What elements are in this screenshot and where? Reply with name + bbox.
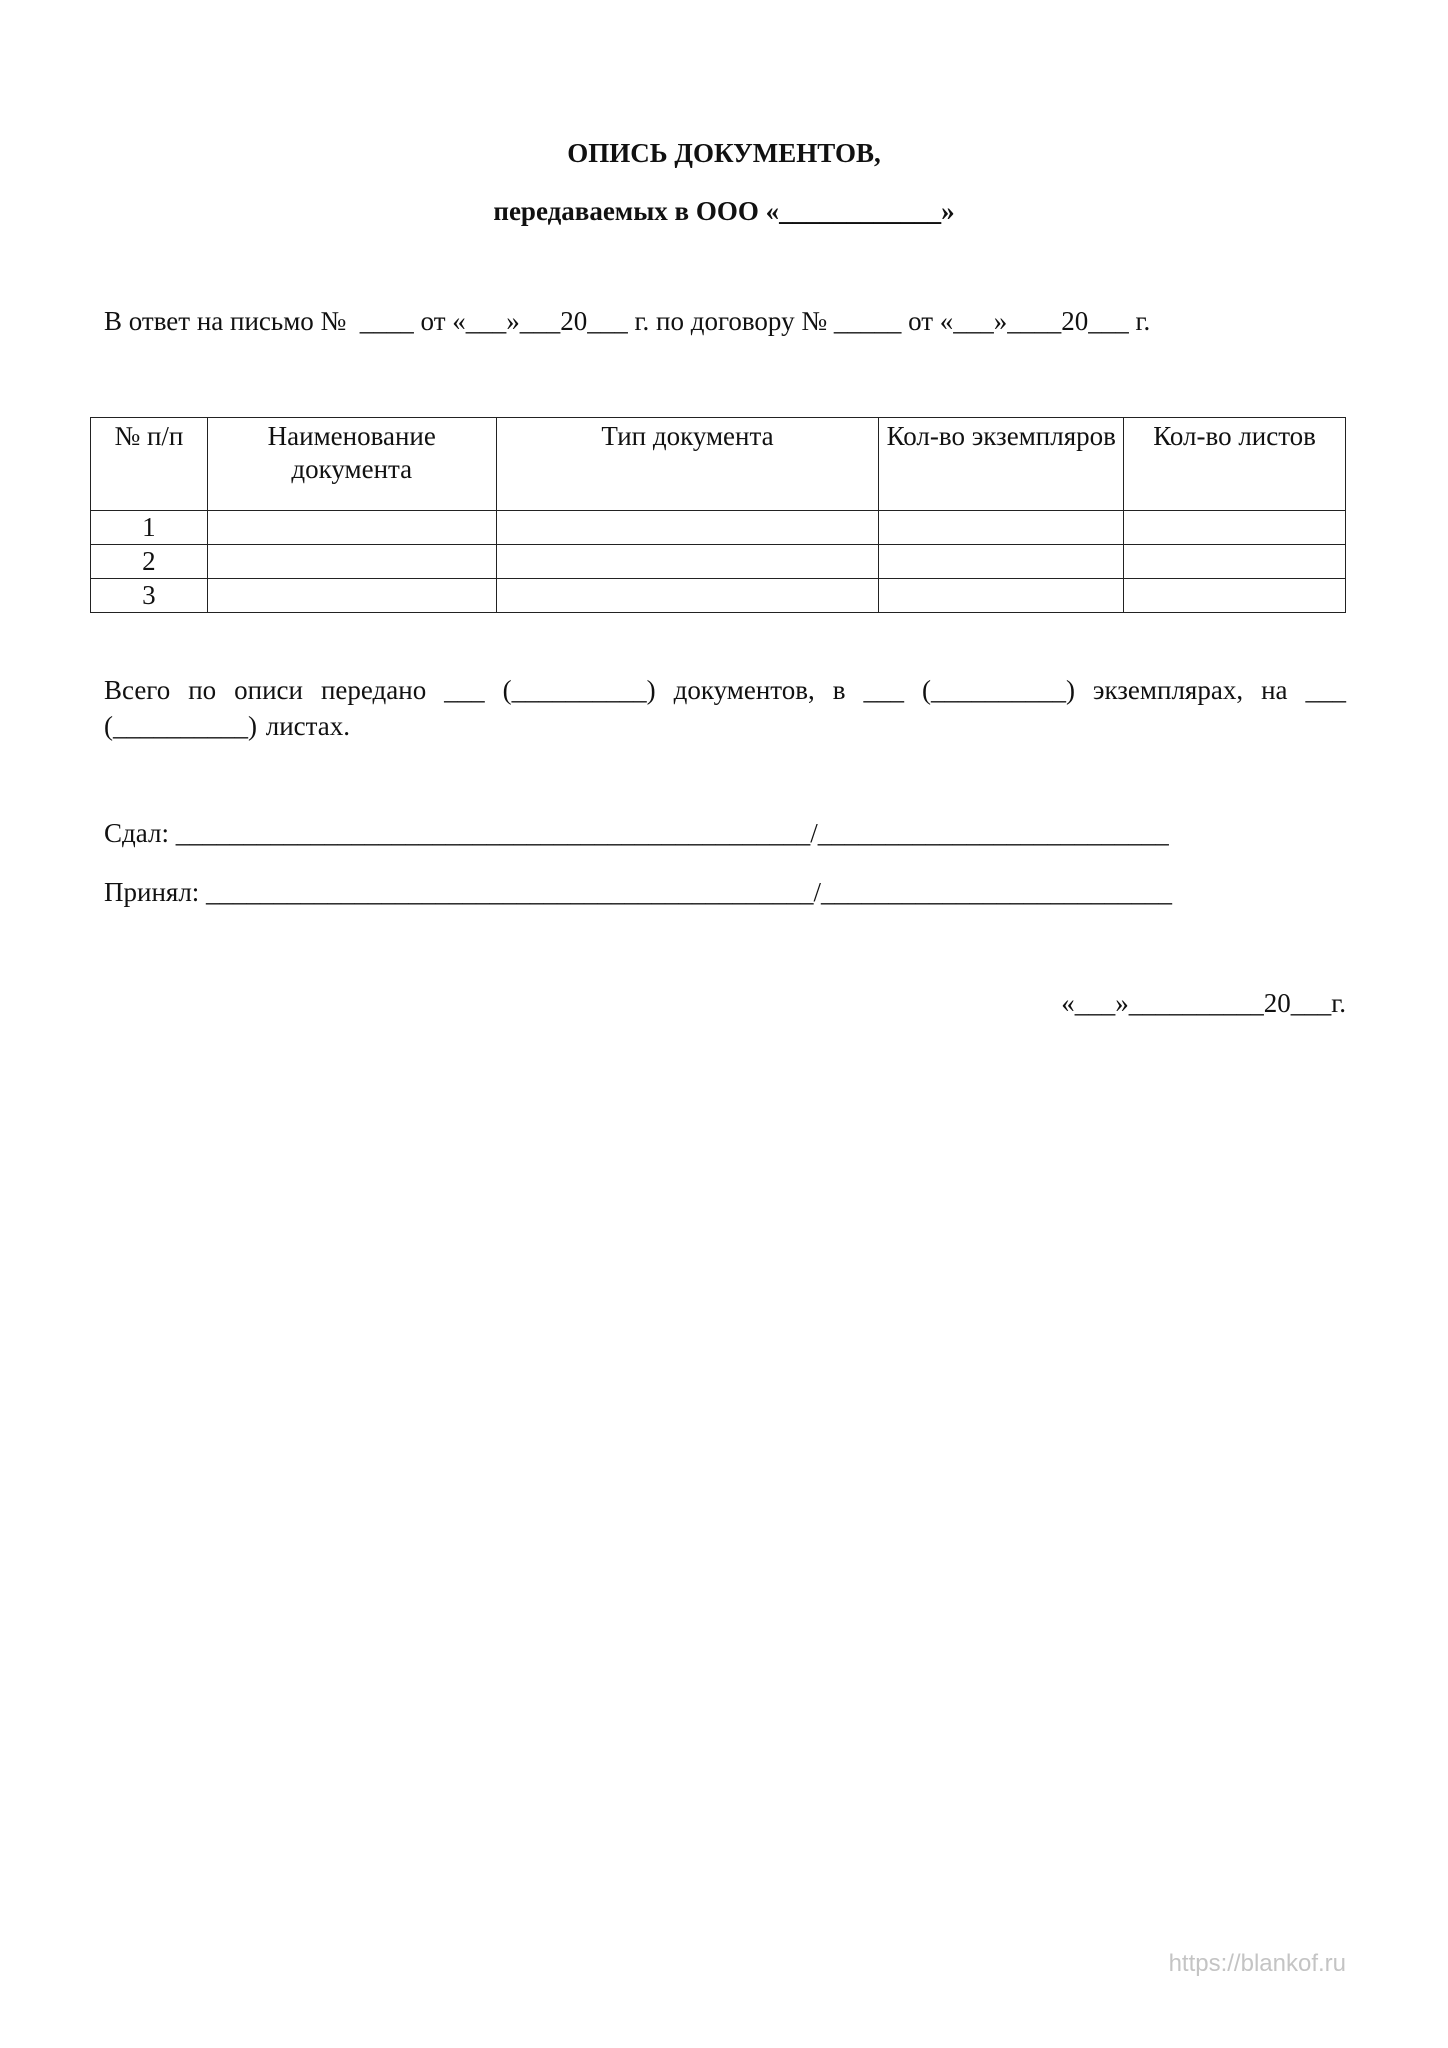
table-row xyxy=(91,579,1346,613)
table-row xyxy=(91,511,1346,545)
row-number-cell: 1 xyxy=(91,511,208,545)
document-type-cell xyxy=(496,511,879,545)
received-signature-line: Принял: _____________________________________________/__________________________ xyxy=(104,877,1173,907)
documents-table xyxy=(90,417,1346,613)
document-name-cell xyxy=(207,579,496,613)
column-header-copies: Кол-во экземпляров xyxy=(879,418,1124,511)
column-header-sheets: Кол-во листов xyxy=(1124,418,1346,511)
document-title: ОПИСЬ ДОКУМЕНТОВ, xyxy=(567,138,881,168)
copies-cell xyxy=(879,579,1124,613)
document-name-cell xyxy=(207,545,496,579)
summary-paragraph: Всего по описи передано ___ (__________) документов, в ___ (__________) экземплярах, на ___ (__________) листах. xyxy=(104,675,1346,741)
sheets-cell xyxy=(1124,545,1346,579)
sheets-cell xyxy=(1124,511,1346,545)
copies-cell xyxy=(879,511,1124,545)
column-header-number: № п/п xyxy=(91,418,208,511)
reply-reference-line: В ответ на письмо № ____ от «___»___20___ г. по договору № _____ от «___»____20___ г. xyxy=(104,306,1151,336)
row-number-cell: 2 xyxy=(91,545,208,579)
table-row xyxy=(91,545,1346,579)
copies-cell xyxy=(879,545,1124,579)
date-line: «___»__________20___г. xyxy=(1061,988,1346,1018)
document-type-cell xyxy=(496,545,879,579)
watermark-url: https://blankof.ru xyxy=(1168,1950,1346,1977)
column-header-name: Наименование документа xyxy=(207,418,496,511)
handed-over-signature-line: Сдал: _______________________________________________/__________________________ xyxy=(104,818,1169,848)
document-name-cell xyxy=(207,511,496,545)
sheets-cell xyxy=(1124,579,1346,613)
row-number-cell: 3 xyxy=(91,579,208,613)
document-subtitle: передаваемых в ООО «____________» xyxy=(493,196,955,226)
document-type-cell xyxy=(496,579,879,613)
column-header-type: Тип документа xyxy=(496,418,879,511)
table-header-row xyxy=(91,418,1346,511)
